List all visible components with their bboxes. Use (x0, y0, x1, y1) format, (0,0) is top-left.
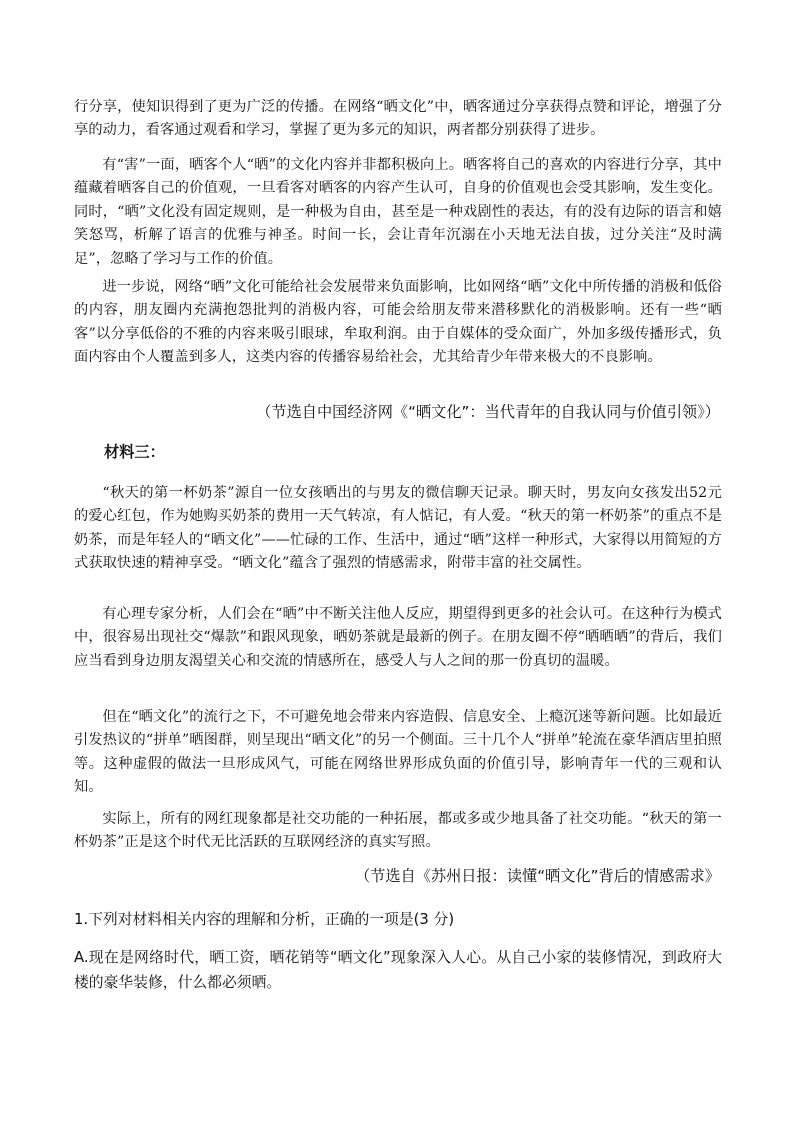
material3-paragraph-1: “秋天的第一杯奶茶”源自一位女孩晒出的与男友的微信聊天记录。聊天时，男友向女孩发出52元的爱心红包，作为她购买奶茶的费用一天气转凉，有人惦记，有人爱。“秋天的第一杯奶茶”的重点不是奶茶，而是年轻人的“晒文化”——忙碌的工作、生活中，通过“晒”这样一种形式，大家得以用简短的方式获取快速的精神享受。“晒文化”蕴含了强烈的情感需求，附带丰富的社交属性。 (74, 485, 722, 572)
question-1-stem: 1.下列对材料相关内容的理解和分析，正确的一项是(3 分) (74, 911, 455, 928)
material3-paragraph-3: 但在“晒文化”的流行之下，不可避免地会带来内容造假、信息安全、上瘾沉迷等新问题。比如最近引发热议的“拼单”晒图群，则呈现出“晒文化”的另一个侧面。三十几个人“拼单”轮流在豪华酒店里拍照等。这种虚假的做法一旦形成风气，可能在网络世界形成负面的价值引导，影响青年一代的三观和认知。 (74, 709, 722, 796)
material3-paragraph-4: 实际上，所有的网红现象都是社交功能的一种拓展，都或多或少地具备了社交功能。“秋天的第一杯奶茶”正是这个时代无比活跃的互联网经济的真实写照。 (74, 811, 722, 851)
material3-source-citation: （节选自《苏州日报：读懂“晒文化”背后的情感需求》 (354, 867, 720, 885)
material2-source-citation: （节选自中国经济网《“晒文化”：当代青年的自我认同与价值引领》） (256, 403, 720, 421)
material3-heading: 材料三： (104, 443, 165, 461)
material3-paragraph-2: 有心理专家分析，人们会在“晒”中不断关注他人反应，期望得到更多的社会认可。在这种行为模式中，很容易出现社交“爆款”和跟风现象，晒奶茶就是最新的例子。在朋友圈不停“晒晒晒”的背后，我们应当看到身边朋友渴望关心和交流的情感所在，感受人与人之间的那一份真切的温暖。 (74, 606, 722, 669)
material2-paragraph-2: 有“害”一面，晒客个人“晒”的文化内容并非都积极向上。晒客将自己的喜欢的内容进行分享，其中蕴藏着晒客自己的价值观，一旦看客对晒客的内容产生认可，自身的价值观也会受其影响，发生变化。同时，“晒”文化没有固定规则，是一种极为自由，甚至是一种戏剧性的表达，有的没有边际的语言和嬉笑怒骂，析解了语言的优雅与神圣。时间一长，会让青年沉溺在小天地无法自拔，过分关注“及时满足”，忽略了学习与工作的价值。 (74, 157, 722, 267)
material2-paragraph-1: 行分享，使知识得到了更为广泛的传播。在网络“晒文化”中，晒客通过分享获得点赞和评论，增强了分享的动力，看客通过观看和学习，掌握了更为多元的知识，两者都分别获得了进步。 (74, 99, 722, 139)
question-1-option-a: A.现在是网络时代，晒工资，晒花销等“晒文化”现象深入人心。从自己小家的装修情况，到政府大楼的豪华装修，什么都必须晒。 (74, 949, 722, 991)
material2-paragraph-3: 进一步说，网络“晒”文化可能给社会发展带来负面影响，比如网络“晒”文化中所传播的消极和低俗的内容，朋友圈内充满抱怨批判的消极内容，可能会给朋友带来潜移默化的消极影响。还有一些“晒客”以分享低俗的不雅的内容来吸引眼球，牟取利润。由于自媒体的受众面广，外加多级传播形式，负面内容由个人覆盖到多人，这类内容的传播容易给社会，尤其给青少年带来极大的不良影响。 (74, 279, 722, 366)
